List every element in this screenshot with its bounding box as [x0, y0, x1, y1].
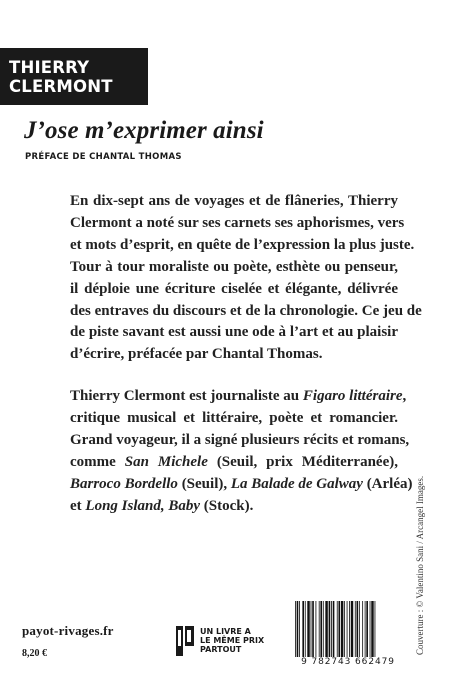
barcode-bar	[366, 601, 368, 657]
bio-line: Grand voyageur, il a signé plusieurs récits et romans,	[70, 431, 410, 448]
bio-italic-title: San Michele	[124, 453, 208, 470]
barcode-bar	[365, 601, 366, 657]
book-price-label-line: UN LIVRE A	[200, 627, 251, 636]
synopsis-line: d’écrire, préfacée par Chantal Thomas.	[70, 346, 323, 363]
bio-italic-title: La Balade de Galway	[230, 475, 363, 492]
barcode-bar	[371, 601, 373, 657]
synopsis-line: des entraves du discours et de la chronologie. Ce jeu de	[70, 302, 422, 319]
book-title: J’ose m’exprimer ainsi	[24, 117, 264, 144]
isbn-number: 9 782743 662479	[301, 657, 395, 667]
bio-line	[70, 452, 398, 474]
barcode-bar	[295, 601, 296, 657]
bio-text: (Arléa)	[362, 475, 413, 492]
synopsis-line: En dix-sept ans de voyages et de flâneries, Thierry	[70, 193, 398, 209]
bio-line	[70, 496, 398, 518]
barcode-bar	[312, 601, 314, 657]
cover-credit: Couverture : © Valentino Sani / Arcangel Images.	[415, 475, 425, 655]
barcode-bar	[323, 601, 324, 657]
synopsis-line: et mots d’esprit, en quête de l’expression la plus juste.	[70, 236, 415, 253]
book-price-label-line: LE MÊME PRIX	[200, 636, 265, 645]
barcode-bar	[329, 601, 331, 657]
synopsis-line: Clermont a noté sur ses carnets ses aphorismes, vers	[70, 214, 405, 231]
barcode-bar	[311, 601, 312, 657]
bio-text: Thierry Clermont est journaliste au	[70, 388, 303, 404]
publisher-website[interactable]: payot-rivages.fr	[22, 623, 114, 638]
barcode-bar	[375, 601, 376, 657]
barcode-bar	[316, 601, 317, 657]
barcode-bar	[302, 601, 304, 657]
barcode-bar	[299, 601, 300, 657]
synopsis-line: Tour à tour moraliste ou poète, esthète ou penseur,	[70, 258, 398, 275]
barcode-bar	[325, 601, 327, 657]
bio-line	[70, 474, 413, 496]
preface-credit: PRÉFACE DE CHANTAL THOMAS	[25, 152, 182, 162]
bio-italic-title: Long Island, Baby	[85, 497, 201, 514]
bio-text: (Seuil),	[177, 475, 231, 492]
barcode-bar	[347, 601, 348, 657]
bio-line: critique musical et littéraire, poète et romancier.	[70, 409, 398, 426]
barcode-icon	[293, 601, 403, 657]
barcode-bar	[320, 601, 322, 657]
barcode-bar	[338, 601, 340, 657]
author-bio-paragraph	[70, 386, 413, 517]
bio-italic-title: Figaro littéraire	[302, 388, 403, 404]
book-price-label-line: PARTOUT	[200, 645, 242, 654]
barcode-bar	[333, 601, 335, 657]
barcode-bar	[351, 601, 353, 657]
barcode-bar	[331, 601, 332, 657]
barcode-bar	[297, 601, 299, 657]
barcode-bar	[337, 601, 338, 657]
barcode-bar	[307, 601, 309, 657]
barcode-bar	[355, 601, 356, 657]
barcode-bar	[305, 601, 306, 657]
author-last-name: CLERMONT	[9, 77, 113, 96]
barcode-bar	[319, 601, 320, 657]
bio-text: ,	[402, 388, 407, 404]
barcode-bar	[349, 601, 350, 657]
synopsis-line: il déploie une écriture ciselée et élégante, délivrée	[70, 280, 398, 297]
bio-line	[70, 386, 407, 408]
book-price-logo-icon	[176, 626, 194, 656]
isbn-barcode	[293, 601, 403, 671]
bio-text: (Stock).	[200, 497, 254, 514]
barcode-bar	[359, 601, 360, 657]
author-name-box	[0, 48, 148, 105]
synopsis-line: de piste savant est aussi une ode à l’art et au plaisir	[70, 324, 398, 341]
barcode-bar	[370, 601, 371, 657]
book-price-label	[200, 627, 264, 654]
barcode-bar	[357, 601, 359, 657]
barcode-bar	[344, 601, 345, 657]
bio-text: comme	[70, 453, 125, 470]
synopsis-paragraph	[70, 191, 422, 366]
bio-italic-title: Barroco Bordello	[70, 475, 178, 492]
barcode-bar	[362, 601, 363, 657]
bio-text: et	[70, 497, 86, 514]
bio-text: (Seuil, prix Méditerranée),	[207, 453, 398, 470]
price: 8,20 €	[22, 648, 47, 659]
barcode-bar	[341, 601, 343, 657]
author-first-name: THIERRY	[9, 58, 90, 77]
